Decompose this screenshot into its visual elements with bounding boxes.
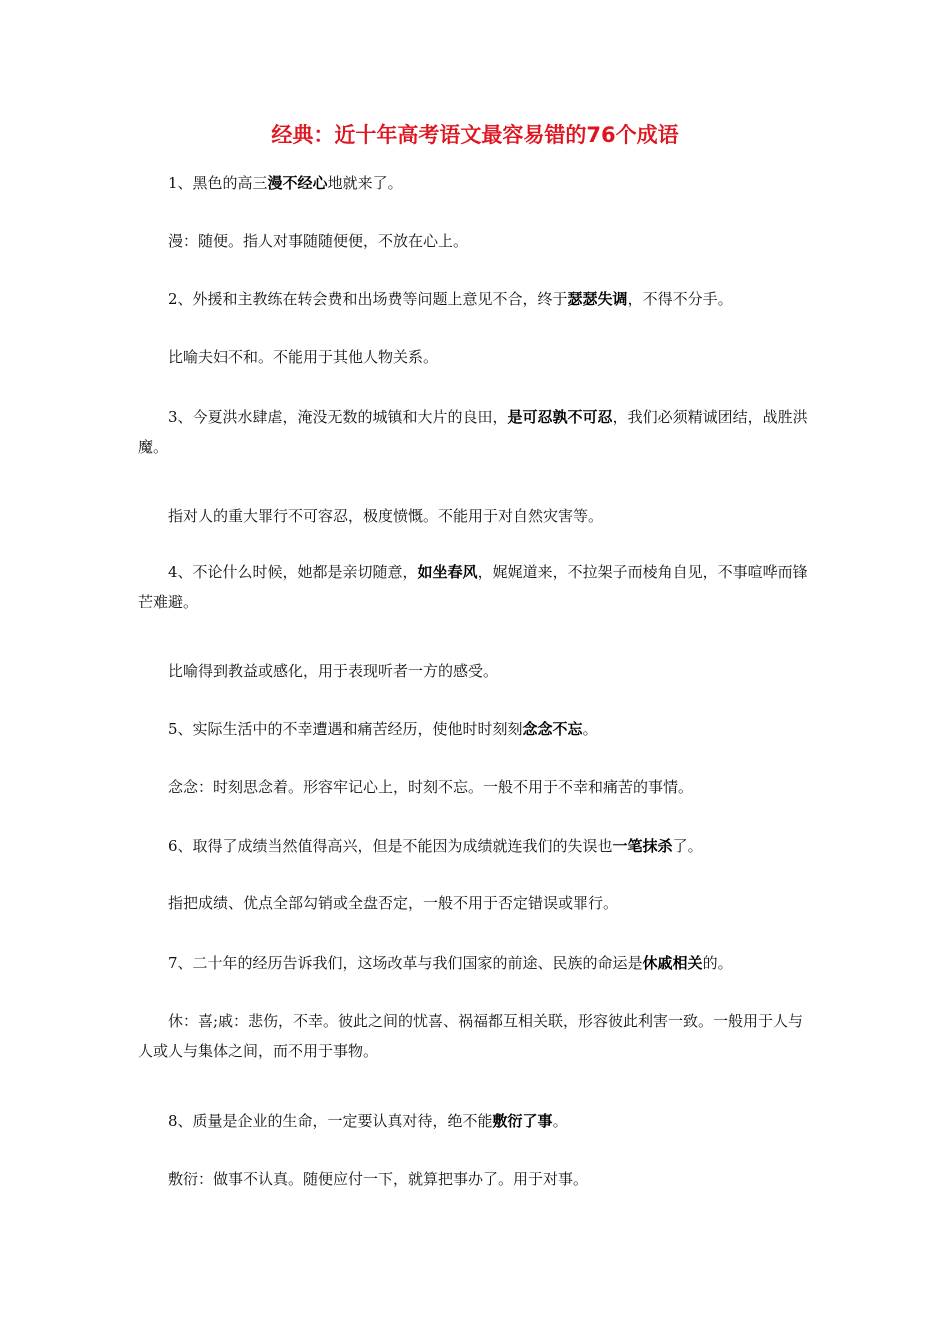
idiom-highlight: 漫不经心	[267, 174, 328, 192]
sentence-text: ，娓娓道来，不拉架子而棱角自见，不事喧哗而锋芒难避。	[138, 563, 808, 611]
example-sentence-3	[138, 402, 808, 462]
example-sentence-6	[138, 831, 808, 861]
sentence-text: 6、取得了成绩当然值得高兴，但是不能因为成绩就连我们的失误也	[168, 837, 613, 855]
explanation-7: 休：喜;戚：悲伤，不幸。彼此之间的忧喜、祸福都互相关联，形容彼此利害一致。一般用于人与人或人与集体之间，而不用于事物。	[138, 1012, 804, 1060]
example-sentence-8	[138, 1106, 808, 1136]
example-sentence-5	[138, 714, 808, 744]
sentence-text: 2、外援和主教练在转会费和出场费等问题上意见不合，终于	[168, 290, 568, 308]
example-sentence-2	[138, 284, 808, 314]
sentence-text: 了。	[672, 837, 703, 855]
sentence-text: 5、实际生活中的不幸遭遇和痛苦经历，使他时时刻刻	[168, 720, 523, 738]
explanation-3: 指对人的重大罪行不可容忍，极度愤慨。不能用于对自然灾害等。	[168, 507, 604, 525]
explanation-4: 比喻得到教益或感化，用于表现听者一方的感受。	[168, 662, 499, 680]
sentence-text: 。	[552, 1112, 568, 1130]
sentence-text: ，不得不分手。	[627, 290, 733, 308]
sentence-text: 1、黑色的高三	[168, 174, 268, 192]
explanation-2: 比喻夫妇不和。不能用于其他人物关系。	[168, 348, 439, 366]
idiom-highlight: 如坐春风	[417, 563, 478, 581]
idiom-highlight: 念念不忘	[522, 720, 583, 738]
idiom-highlight: 敷衍了事	[492, 1112, 553, 1130]
sentence-text: 7、二十年的经历告诉我们，这场改革与我们国家的前途、民族的命运是	[168, 954, 643, 972]
example-sentence-1	[138, 168, 808, 198]
sentence-text: 3、今夏洪水肆虐，淹没无数的城镇和大片的良田，	[168, 408, 508, 426]
sentence-text: 。	[582, 720, 598, 738]
sentence-text: ，我们必须精诚团结，战胜洪魔。	[138, 408, 808, 456]
explanation-6: 指把成绩、优点全部勾销或全盘否定，一般不用于否定错误或罪行。	[168, 894, 619, 912]
sentence-text: 8、质量是企业的生命，一定要认真对待，绝不能	[168, 1112, 493, 1130]
document-title: 经典：近十年高考语文最容易错的76个成语	[271, 123, 679, 147]
sentence-text: 的。	[702, 954, 733, 972]
idiom-highlight: 一笔抹杀	[612, 837, 673, 855]
explanation-8: 敷衍：做事不认真。随便应付一下，就算把事办了。用于对事。	[168, 1170, 589, 1188]
sentence-text: 地就来了。	[327, 174, 403, 192]
sentence-text: 4、不论什么时候，她都是亲切随意，	[168, 563, 418, 581]
example-sentence-4	[138, 557, 808, 617]
explanation-1: 漫：随便。指人对事随随便便，不放在心上。	[168, 232, 469, 250]
idiom-highlight: 是可忍孰不可忍	[507, 408, 613, 426]
example-sentence-7	[138, 948, 808, 978]
idiom-highlight: 瑟瑟失调	[567, 290, 628, 308]
explanation-5: 念念：时刻思念着。形容牢记心上，时刻不忘。一般不用于不幸和痛苦的事情。	[168, 778, 694, 796]
idiom-highlight: 休戚相关	[642, 954, 703, 972]
